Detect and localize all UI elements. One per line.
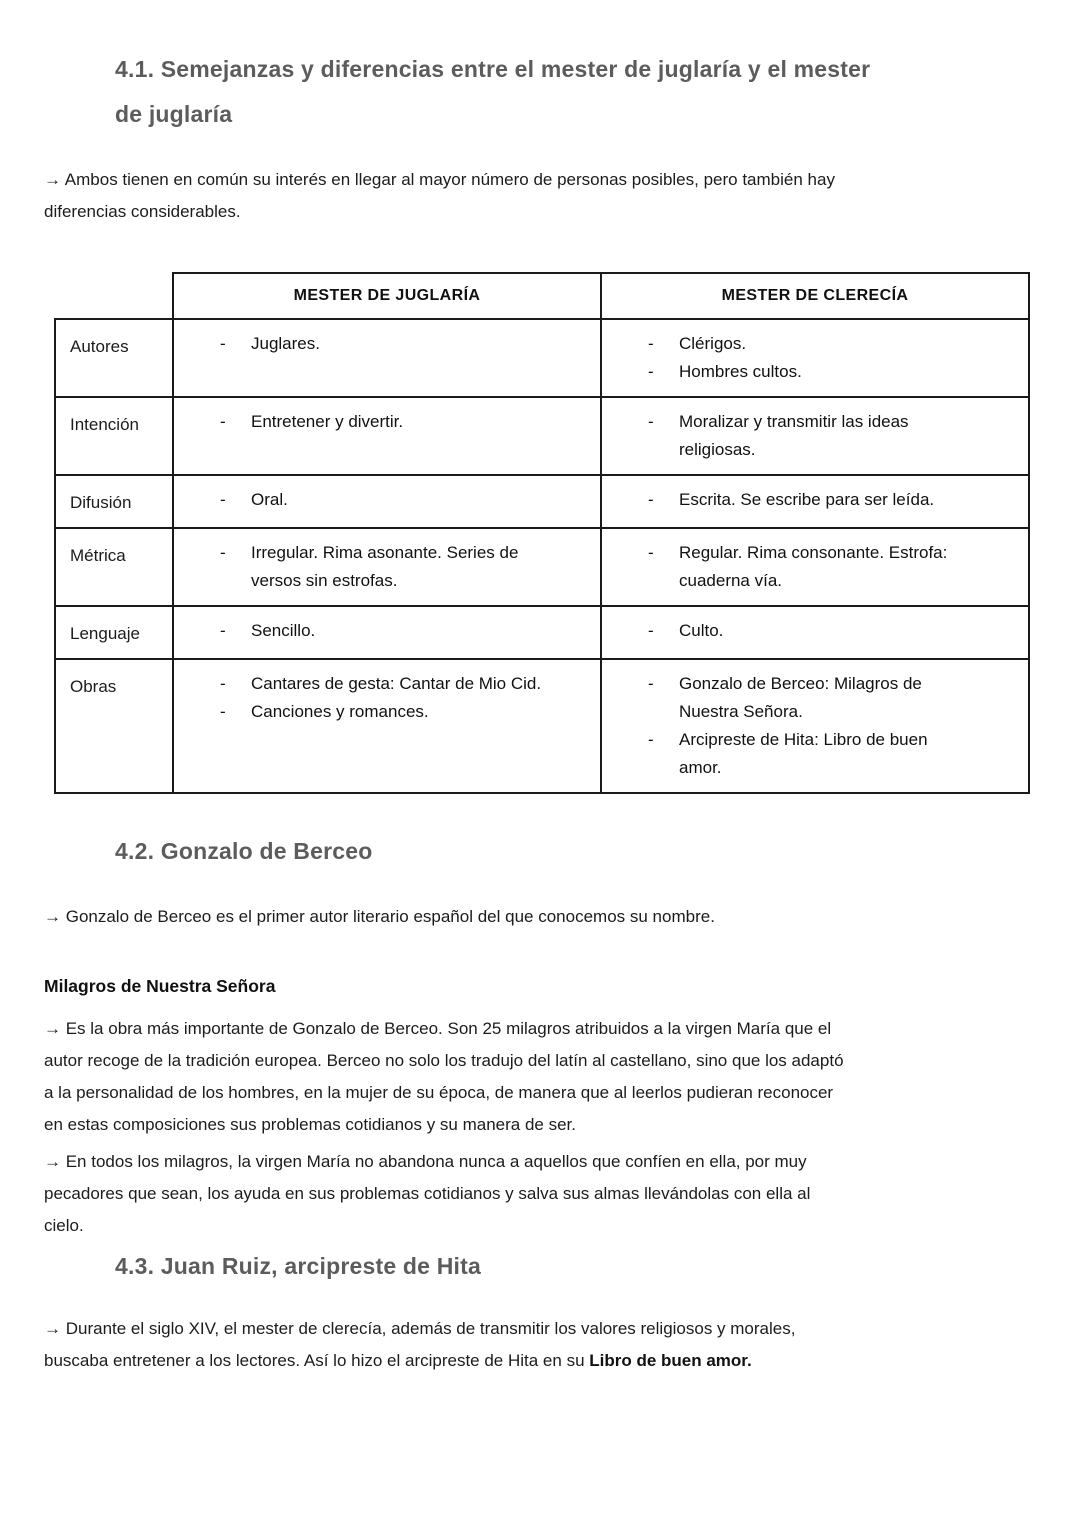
juglaria-cell xyxy=(173,475,601,528)
clerecia-cell xyxy=(601,528,1029,606)
table-corner-empty-cell xyxy=(55,273,173,319)
bullet-text: - Oral. xyxy=(251,490,288,509)
clerecia-cell xyxy=(601,606,1029,659)
row-label: Difusión xyxy=(55,475,173,528)
paragraph-line: → Durante el siglo XIV, el mester de clerecía, además de transmitir los valores religiosos y morales, xyxy=(44,1319,796,1338)
juglaria-cell xyxy=(173,397,601,475)
bullet-list xyxy=(648,330,1012,386)
bullet-text: - Arcipreste de Hita: Libro de buen amor. xyxy=(679,730,928,777)
bullet-list xyxy=(648,539,1012,595)
column-header-juglaria: MESTER DE JUGLARÍA xyxy=(173,273,601,319)
table-header-row xyxy=(55,273,1029,319)
comparison-table xyxy=(54,272,1030,794)
section-41-heading xyxy=(115,47,1037,137)
clerecia-cell xyxy=(601,659,1029,793)
milagros-paragraph-1 xyxy=(44,1013,1037,1141)
bullet-item xyxy=(220,539,584,595)
bullet-list xyxy=(220,617,584,645)
section-41-heading-line1: 4.1. Semejanzas y diferencias entre el mester de juglaría y el mester xyxy=(115,56,871,82)
bullet-text: - Regular. Rima consonante. Estrofa: cuaderna vía. xyxy=(679,543,948,590)
bullet-item xyxy=(648,330,1012,358)
table-row-lenguaje xyxy=(55,606,1029,659)
paragraph-line: pecadores que sean, los ayuda en sus problemas cotidianos y salva sus almas llevándolas con ella al xyxy=(44,1184,811,1203)
bullet-item xyxy=(648,726,1012,782)
table-row-autores xyxy=(55,319,1029,397)
bullet-list xyxy=(220,408,584,436)
table-row-intencion xyxy=(55,397,1029,475)
paragraph-line: cielo. xyxy=(44,1216,84,1235)
juglaria-cell xyxy=(173,659,601,793)
section-41-heading-line2: de juglaría xyxy=(115,101,233,127)
bullet-list xyxy=(648,617,1012,645)
bullet-item xyxy=(648,539,1012,595)
row-label: Lenguaje xyxy=(55,606,173,659)
paragraph-line: → Ambos tienen en común su interés en llegar al mayor número de personas posibles, pero también hay xyxy=(44,170,835,189)
bullet-item xyxy=(220,617,584,645)
bullet-list xyxy=(220,486,584,514)
row-label: Autores xyxy=(55,319,173,397)
section-42-intro-paragraph xyxy=(44,901,1037,933)
juglaria-cell xyxy=(173,319,601,397)
row-label: Obras xyxy=(55,659,173,793)
bullet-text: - Juglares. xyxy=(251,334,320,353)
bullet-item xyxy=(220,670,584,698)
paragraph-line xyxy=(44,1345,1037,1377)
bullet-item xyxy=(220,330,584,358)
bullet-text: - Moralizar y transmitir las ideas religiosas. xyxy=(679,412,909,459)
milagros-paragraph-2 xyxy=(44,1146,1037,1242)
section-41-intro-paragraph xyxy=(44,164,1037,228)
bullet-list xyxy=(648,486,1012,514)
paragraph-line: diferencias considerables. xyxy=(44,202,241,221)
column-header-clerecia: MESTER DE CLERECÍA xyxy=(601,273,1029,319)
section-43-paragraph xyxy=(44,1313,1037,1377)
bullet-text: - Escrita. Se escribe para ser leída. xyxy=(679,490,935,509)
book-title-bold: Libro de buen amor. xyxy=(589,1351,752,1370)
bullet-text: - Irregular. Rima asonante. Series de versos sin estrofas. xyxy=(251,543,519,590)
paragraph-line: → Es la obra más importante de Gonzalo de Berceo. Son 25 milagros atribuidos a la virgen María que el xyxy=(44,1019,832,1038)
bullet-text: - Culto. xyxy=(679,621,724,640)
bullet-item xyxy=(648,408,1012,464)
bullet-item xyxy=(648,486,1012,514)
bullet-text: - Canciones y romances. xyxy=(251,702,429,721)
section-42-heading: 4.2. Gonzalo de Berceo xyxy=(115,838,373,864)
paragraph-line: → Gonzalo de Berceo es el primer autor literario español del que conocemos su nombre. xyxy=(44,907,715,926)
paragraph-line: autor recoge de la tradición europea. Berceo no solo los tradujo del latín al castellano, sino que los adaptó xyxy=(44,1051,844,1070)
clerecia-cell xyxy=(601,475,1029,528)
bullet-text: - Sencillo. xyxy=(251,621,316,640)
paragraph-text: buscaba entretener a los lectores. Así lo hizo el arcipreste de Hita en su xyxy=(44,1351,590,1370)
section-43-heading: 4.3. Juan Ruiz, arcipreste de Hita xyxy=(115,1253,481,1279)
clerecia-cell xyxy=(601,319,1029,397)
paragraph-line: a la personalidad de los hombres, en la mujer de su época, de manera que al leerlos pudieran reconocer xyxy=(44,1083,834,1102)
juglaria-cell xyxy=(173,528,601,606)
bullet-list xyxy=(220,539,584,595)
bullet-item xyxy=(220,486,584,514)
bullet-text: - Clérigos. xyxy=(679,334,747,353)
bullet-text: - Entretener y divertir. xyxy=(251,412,404,431)
table-row-metrica xyxy=(55,528,1029,606)
bullet-text: - Cantares de gesta: Cantar de Mio Cid. xyxy=(251,674,542,693)
paragraph-line: → En todos los milagros, la virgen María no abandona nunca a aquellos que confíen en ella, por muy xyxy=(44,1152,807,1171)
bullet-list xyxy=(220,670,584,726)
row-label: Métrica xyxy=(55,528,173,606)
bullet-item xyxy=(648,358,1012,386)
bullet-item xyxy=(648,670,1012,726)
bullet-item xyxy=(220,698,584,726)
bullet-item xyxy=(220,408,584,436)
juglaria-cell xyxy=(173,606,601,659)
bullet-text: - Hombres cultos. xyxy=(679,362,802,381)
table-row-difusion xyxy=(55,475,1029,528)
milagros-subheading: Milagros de Nuestra Señora xyxy=(44,976,276,996)
clerecia-cell xyxy=(601,397,1029,475)
bullet-list xyxy=(648,408,1012,464)
bullet-list xyxy=(648,670,1012,782)
bullet-text: - Gonzalo de Berceo: Milagros de Nuestra Señora. xyxy=(679,674,922,721)
row-label: Intención xyxy=(55,397,173,475)
paragraph-line: en estas composiciones sus problemas cotidianos y su manera de ser. xyxy=(44,1115,576,1134)
table-row-obras xyxy=(55,659,1029,793)
bullet-item xyxy=(648,617,1012,645)
bullet-list xyxy=(220,330,584,358)
